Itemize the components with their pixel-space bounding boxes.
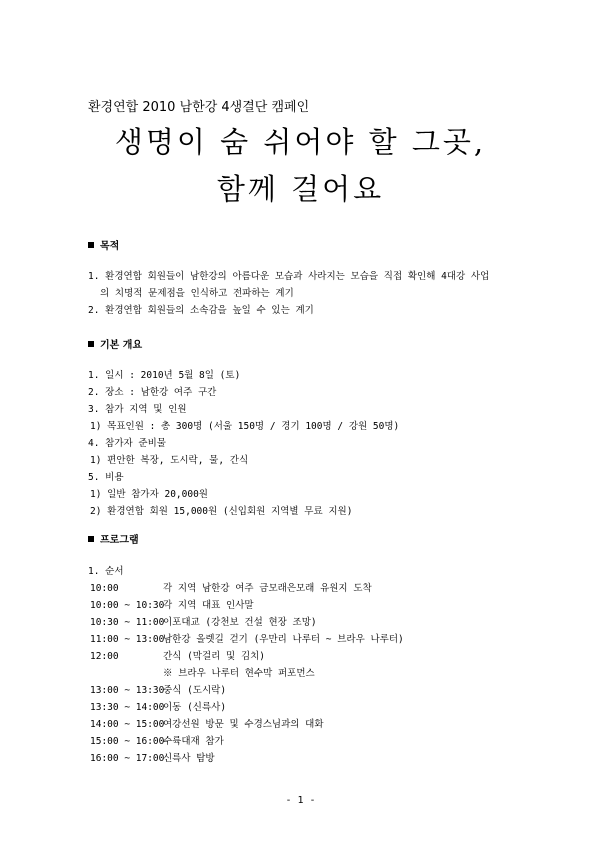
square-bullet-icon (88, 242, 94, 248)
schedule-desc: 간식 (막걸리 및 김치) (163, 651, 266, 662)
schedule-row (90, 580, 372, 594)
schedule-desc: 이동 (신륵사) (163, 702, 227, 713)
overview-item: 2. 장소 : 남한강 여주 구간 (88, 387, 217, 398)
schedule-desc: 이포대교 (강천보 건설 현장 조망) (163, 617, 317, 628)
schedule-desc: ※ 브라우 나루터 현수막 퍼포먼스 (163, 668, 315, 679)
schedule-time: 13:30 ~ 14:00 (90, 702, 165, 713)
schedule-row (90, 597, 254, 611)
schedule-row (90, 716, 324, 730)
schedule-row (90, 733, 224, 747)
schedule-time: 11:00 ~ 13:00 (90, 634, 165, 645)
schedule-desc: 각 지역 남한강 여주 금모래은모래 유원지 도착 (163, 583, 372, 594)
schedule-time: 14:00 ~ 15:00 (90, 719, 165, 730)
square-bullet-icon (88, 536, 94, 542)
schedule-row (90, 750, 215, 764)
square-bullet-icon (88, 341, 94, 347)
schedule-time: 10:00 (90, 583, 119, 594)
page-number: - 1 - (285, 795, 316, 806)
schedule-time: 16:00 ~ 17:00 (90, 753, 165, 764)
purpose-item: 2. 환경연합 회원들의 소속감을 높일 수 있는 계기 (88, 305, 314, 316)
schedule-desc: 중식 (도시락) (163, 685, 227, 696)
schedule-desc: 남한강 올렛길 걷기 (우만리 나루터 ~ 브라우 나루터) (163, 634, 404, 645)
schedule-desc: 여강선원 방문 및 수경스님과의 대화 (163, 719, 324, 730)
schedule-time: 13:00 ~ 13:30 (90, 685, 165, 696)
overview-subitem: 2) 환경연합 회원 15,000원 (신입회원 지역별 무료 지원) (90, 506, 353, 517)
schedule-time: 12:00 (90, 651, 119, 662)
overview-item: 1. 일시 : 2010년 5월 8일 (토) (88, 370, 241, 381)
overview-subitem: 1) 편안한 복장, 도시락, 물, 간식 (90, 455, 249, 466)
campaign-subtitle: 환경연합 2010 남한강 4생결단 캠페인 (88, 100, 310, 115)
purpose-item-continued: 의 치명적 문제점을 인식하고 전파하는 계기 (100, 288, 294, 299)
overview-item: 5. 비용 (88, 472, 124, 483)
schedule-row (90, 682, 226, 696)
schedule-row (90, 665, 315, 679)
overview-item: 4. 참가자 준비물 (88, 438, 166, 449)
document-title-line1: 생명이 숨 쉬어야 할 그곳, (114, 125, 487, 159)
document-title-line2: 함께 걸어요 (216, 172, 385, 206)
overview-subitem: 1) 일반 참가자 20,000원 (90, 489, 208, 500)
overview-subitem: 1) 목표인원 : 총 300명 (서울 150명 / 경기 100명 / 강원 50명) (90, 421, 400, 432)
program-order-label: 1. 순서 (88, 566, 124, 577)
schedule-desc: 각 지역 대표 인사말 (163, 600, 254, 611)
schedule-time: 10:00 ~ 10:30 (90, 600, 165, 611)
section-heading-overview: 기본 개요 (88, 336, 142, 351)
purpose-item: 1. 환경연합 회원들이 남한강의 아름다운 모습과 사라지는 모습을 직접 확인해 4대강 사업 (88, 271, 490, 282)
schedule-time: 10:30 ~ 11:00 (90, 617, 165, 628)
overview-item: 3. 참가 지역 및 인원 (88, 404, 187, 415)
schedule-desc: 신륵사 탐방 (163, 753, 215, 764)
schedule-time: 15:00 ~ 16:00 (90, 736, 165, 747)
schedule-row (90, 648, 265, 662)
section-heading-program: 프로그램 (88, 531, 139, 546)
schedule-desc: 수륙대재 참가 (163, 736, 224, 747)
schedule-row (90, 614, 317, 628)
schedule-row (90, 699, 226, 713)
schedule-row (90, 631, 404, 645)
section-heading-purpose: 목적 (88, 237, 119, 252)
